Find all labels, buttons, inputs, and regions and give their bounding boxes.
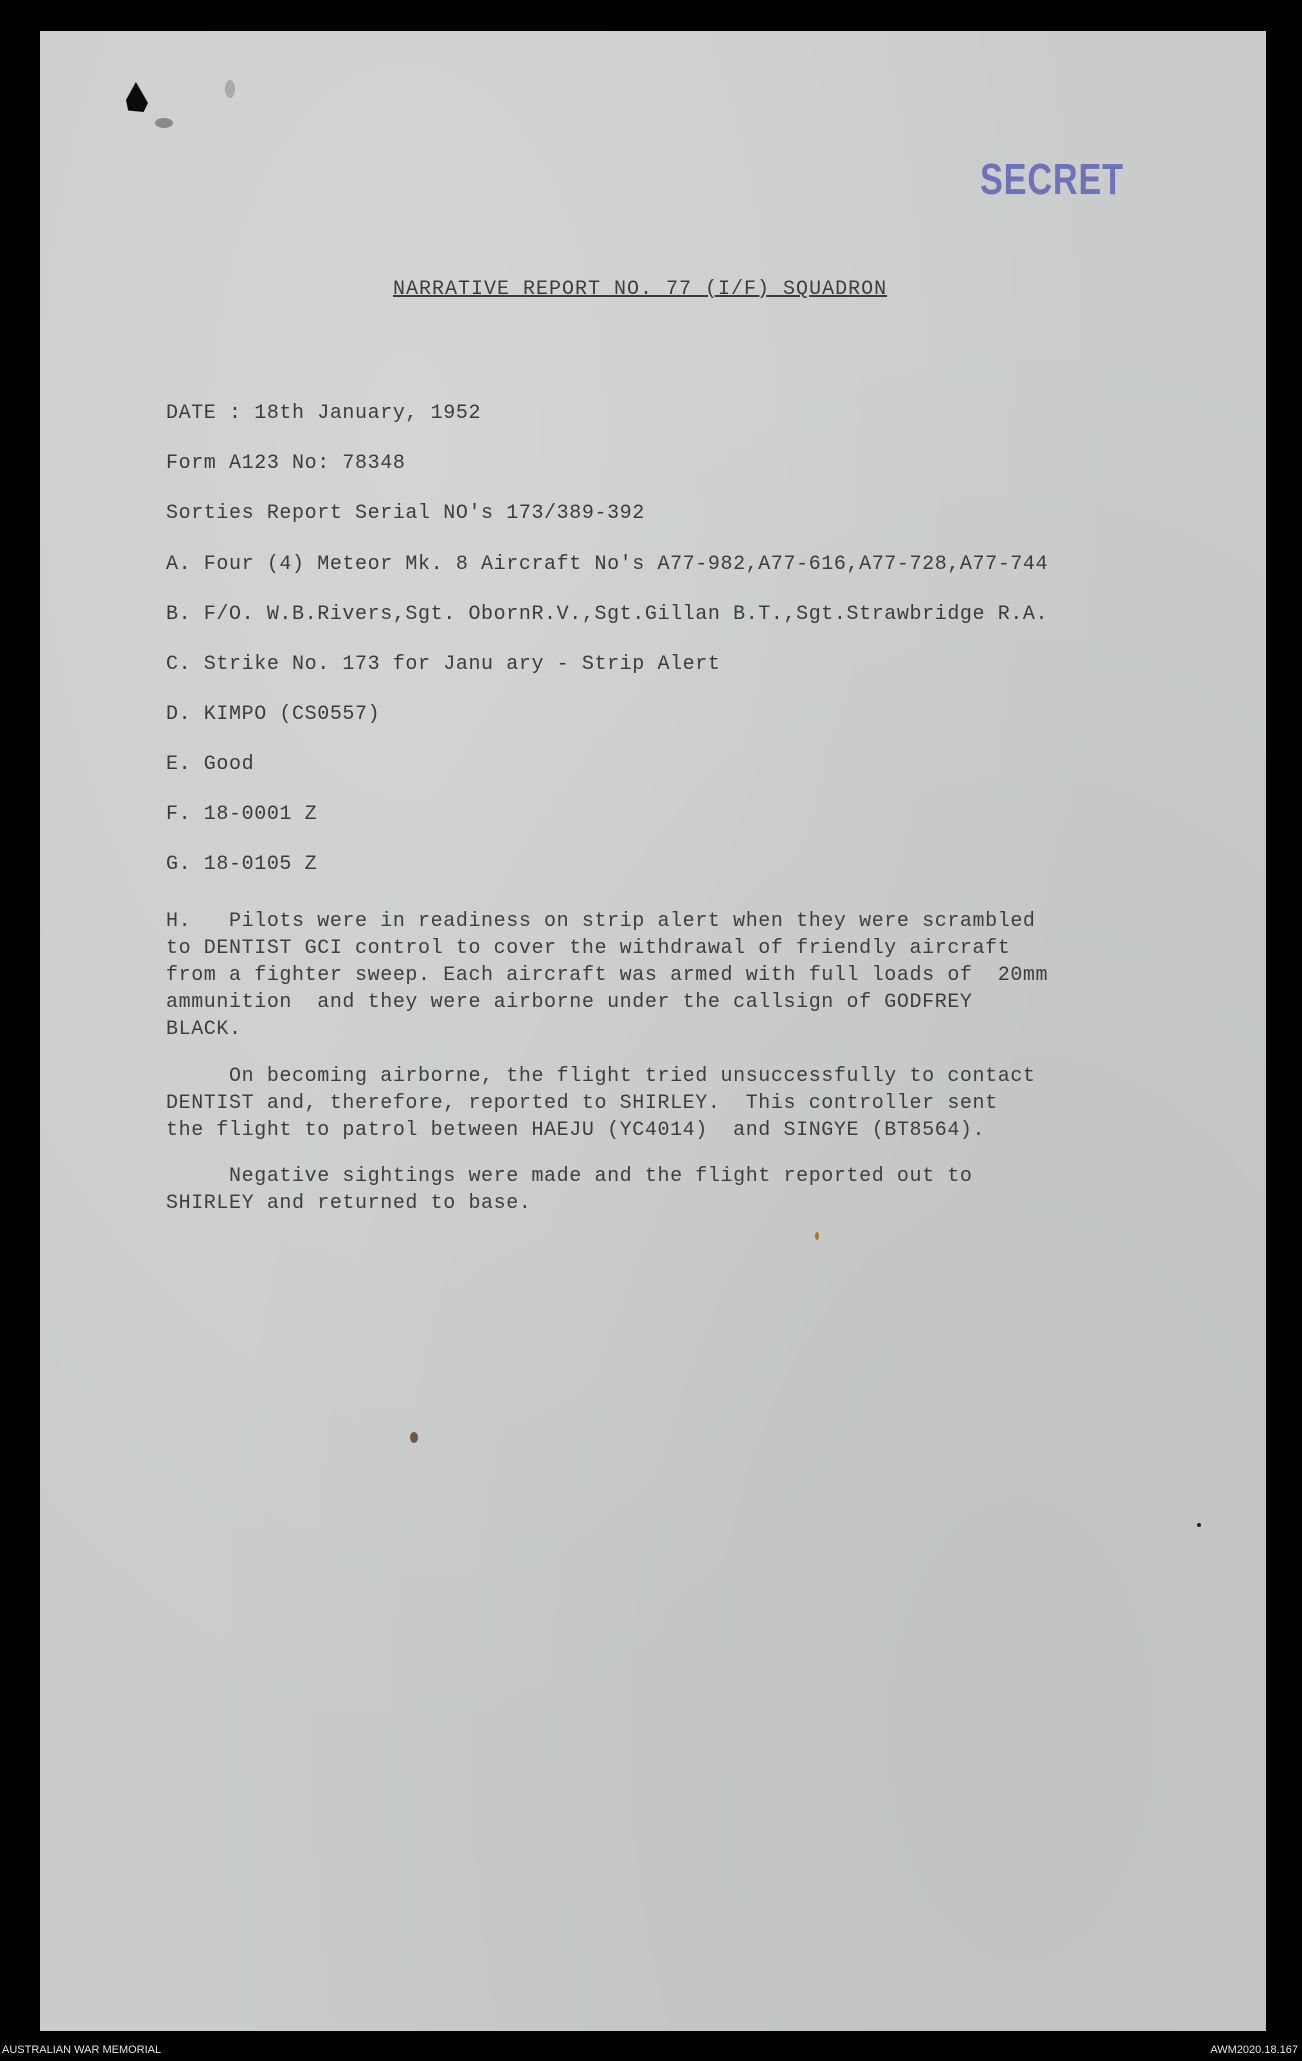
footer-accession-number: AWM2020.18.167 [1210,2044,1298,2056]
date-line: DATE : 18th January, 1952 [166,402,482,425]
item-b-pilots: B. F/O. W.B.Rivers,Sgt. ObornR.V.,Sgt.Gillan B.T.,Sgt.Strawbridge R.A. [166,603,1049,626]
narrative-paragraph-2: On becoming airborne, the flight tried unsuccessfully to contact DENTIST and, therefore, reported to SHIRLEY. This controller sent the flight to patrol between HAEJU (YC4014) and SINGYE (BT8564). [166,1065,1036,1142]
item-f-time: F. 18-0001 Z [166,803,318,826]
report-title: NARRATIVE REPORT NO. 77 (I/F) SQUADRON [393,278,888,301]
paper-fleck [410,1432,418,1443]
paper-fleck [815,1232,819,1240]
punch-mark [155,118,173,128]
punch-mark [225,80,235,98]
item-g-time: G. 18-0105 Z [166,853,318,876]
form-line: Form A123 No: 78348 [166,452,406,475]
secret-stamp: SECRET [980,155,1124,204]
sorties-line: Sorties Report Serial NO's 173/389-392 [166,502,645,525]
item-h-narrative: H. Pilots were in readiness on strip alert when they were scrambled to DENTIST GCI control to cover the withdrawal of friendly aircraft from a fighter sweep. Each aircraft was armed with full loads of 20mm ammunition and they were airborne under the callsign of GODFREY BLACK. [166,910,1049,1041]
item-c-strike: C. Strike No. 173 for Janu ary - Strip Alert [166,653,721,676]
item-e-result: E. Good [166,753,255,776]
narrative-paragraph-3: Negative sightings were made and the flight reported out to SHIRLEY and returned to base. [166,1165,973,1215]
item-d-base: D. KIMPO (CS0557) [166,703,381,726]
item-a-aircraft: A. Four (4) Meteor Mk. 8 Aircraft No's A77-982,A77-616,A77-728,A77-744 [166,553,1049,576]
paper-fleck [1197,1523,1201,1527]
footer-source: AUSTRALIAN WAR MEMORIAL [2,2044,162,2056]
